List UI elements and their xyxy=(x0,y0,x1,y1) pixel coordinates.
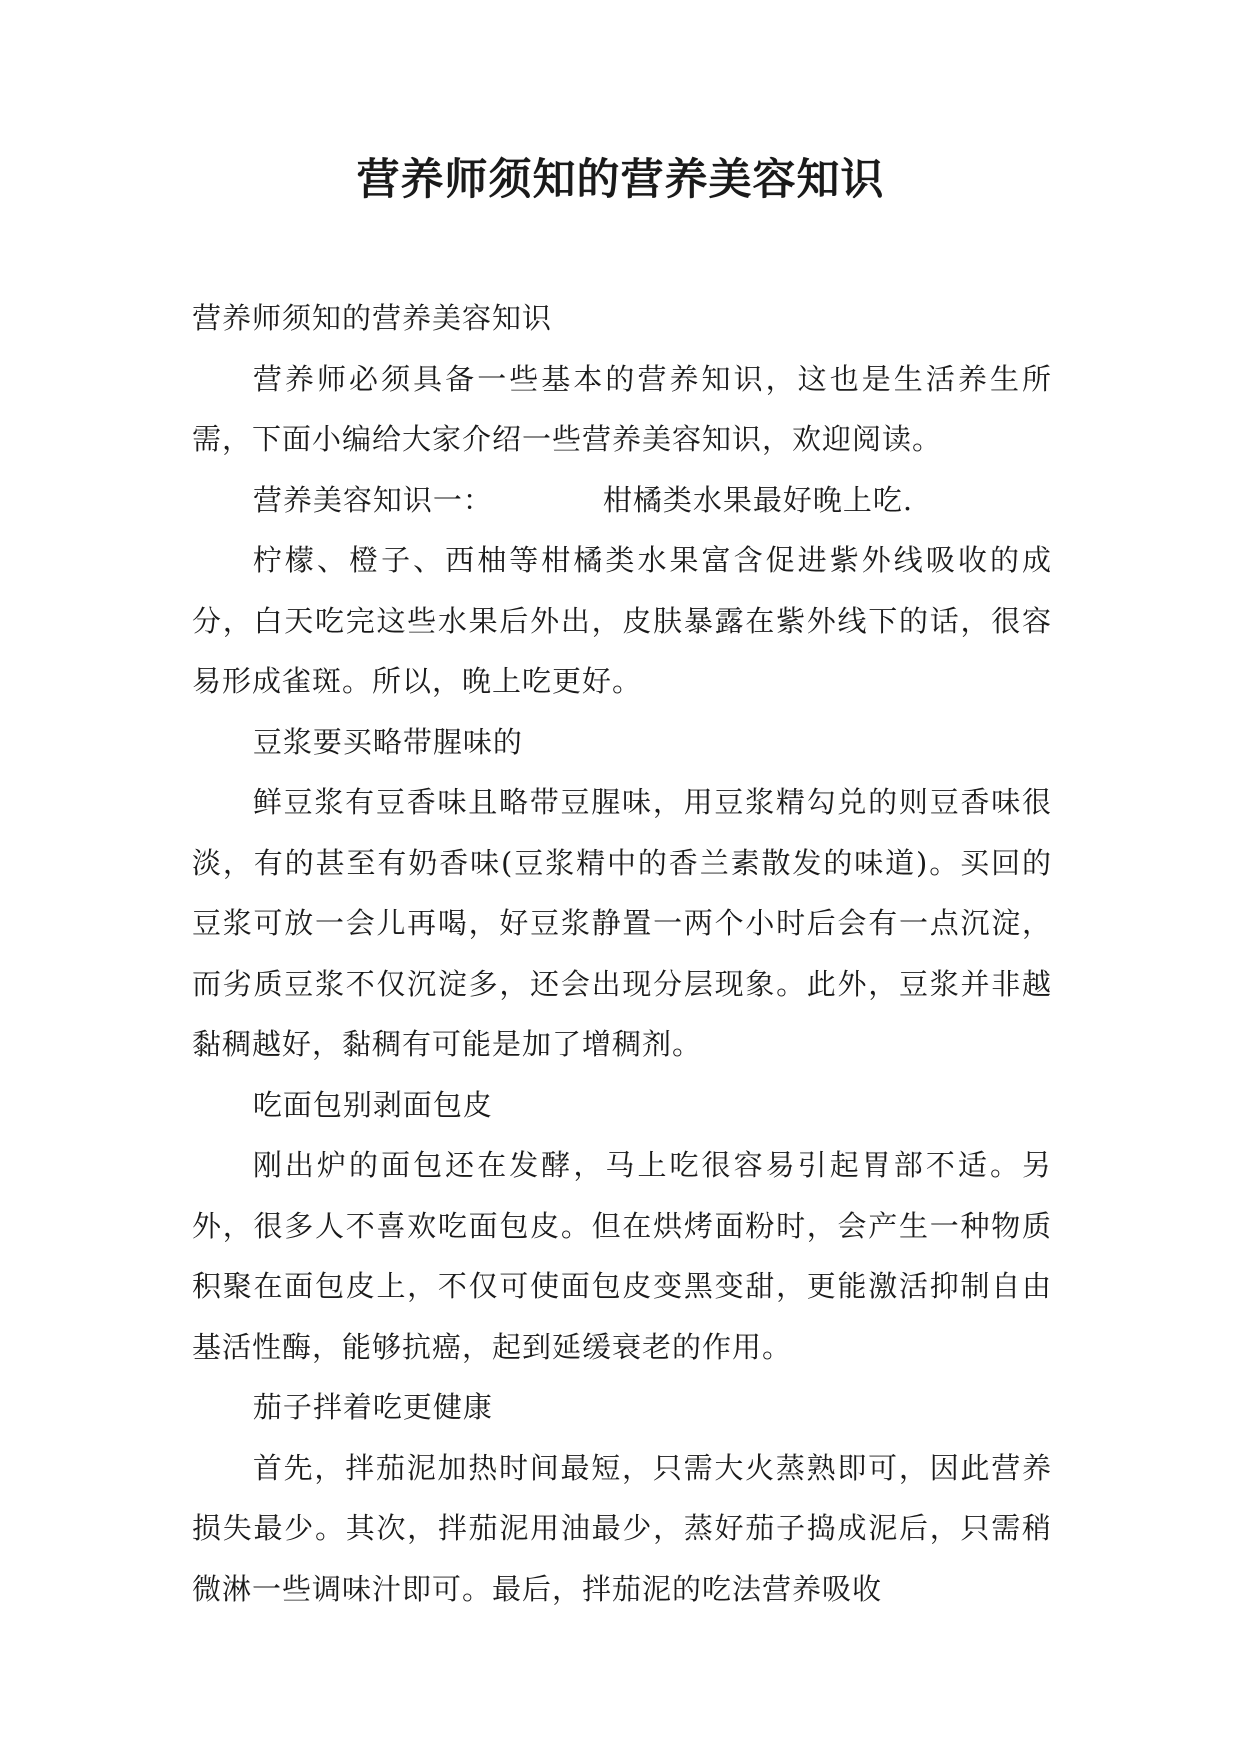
paragraph-soymilk: 鲜豆浆有豆香味且略带豆腥味，用豆浆精勾兑的则豆香味很淡，有的甚至有奶香味(豆浆精中的香兰素散发的味道)。买回的豆浆可放一会儿再喝，好豆浆静置一两个小时后会有一点沉淀，而劣质豆浆不仅沉淀多，还会出现分层现象。此外，豆浆并非越黏稠越好，黏稠有可能是加了增稠剂。 xyxy=(192,785,1052,1061)
document-body xyxy=(192,288,1052,1619)
paragraph-intro: 营养师必须具备一些基本的营养知识，这也是生活养生所需，下面小编给大家介绍一些营养美容知识，欢迎阅读。 xyxy=(192,361,1052,456)
paragraph-eggplant: 首先，拌茄泥加热时间最短，只需大火蒸熟即可，因此营养损失最少。其次，拌茄泥用油最少，蒸好茄子捣成泥后，只需稍微淋一些调味汁即可。最后，拌茄泥的吃法营养吸收 xyxy=(192,1450,1052,1606)
paragraph-bread-heading: 吃面包别剥面包皮 xyxy=(252,1087,493,1122)
paragraph-citrus: 柠檬、橙子、西柚等柑橘类水果富含促进紫外线吸收的成分，白天吃完这些水果后外出，皮肤暴露在紫外线下的话，很容易形成雀斑。所以，晚上吃更好。 xyxy=(192,543,1052,698)
paragraph-subtitle: 营养师须知的营养美容知识 xyxy=(192,301,553,335)
section-heading-text: 柑橘类水果最好晚上吃. xyxy=(602,482,914,517)
paragraph-section-heading xyxy=(192,470,1052,531)
section-label: 营养美容知识一： xyxy=(252,482,493,517)
document-title: 营养师须知的营养美容知识 xyxy=(356,155,885,205)
paragraph-bread: 刚出炉的面包还在发酵，马上吃很容易引起胃部不适。另外，很多人不喜欢吃面包皮。但在烘烤面粉时，会产生一种物质积聚在面包皮上，不仅可使面包皮变黑变甜，更能激活抑制自由基活性酶，能够抗癌，起到延缓衰老的作用。 xyxy=(192,1148,1052,1364)
paragraph-eggplant-heading: 茄子拌着吃更健康 xyxy=(252,1390,493,1424)
paragraph-soymilk-heading: 豆浆要买略带腥味的 xyxy=(252,724,523,759)
